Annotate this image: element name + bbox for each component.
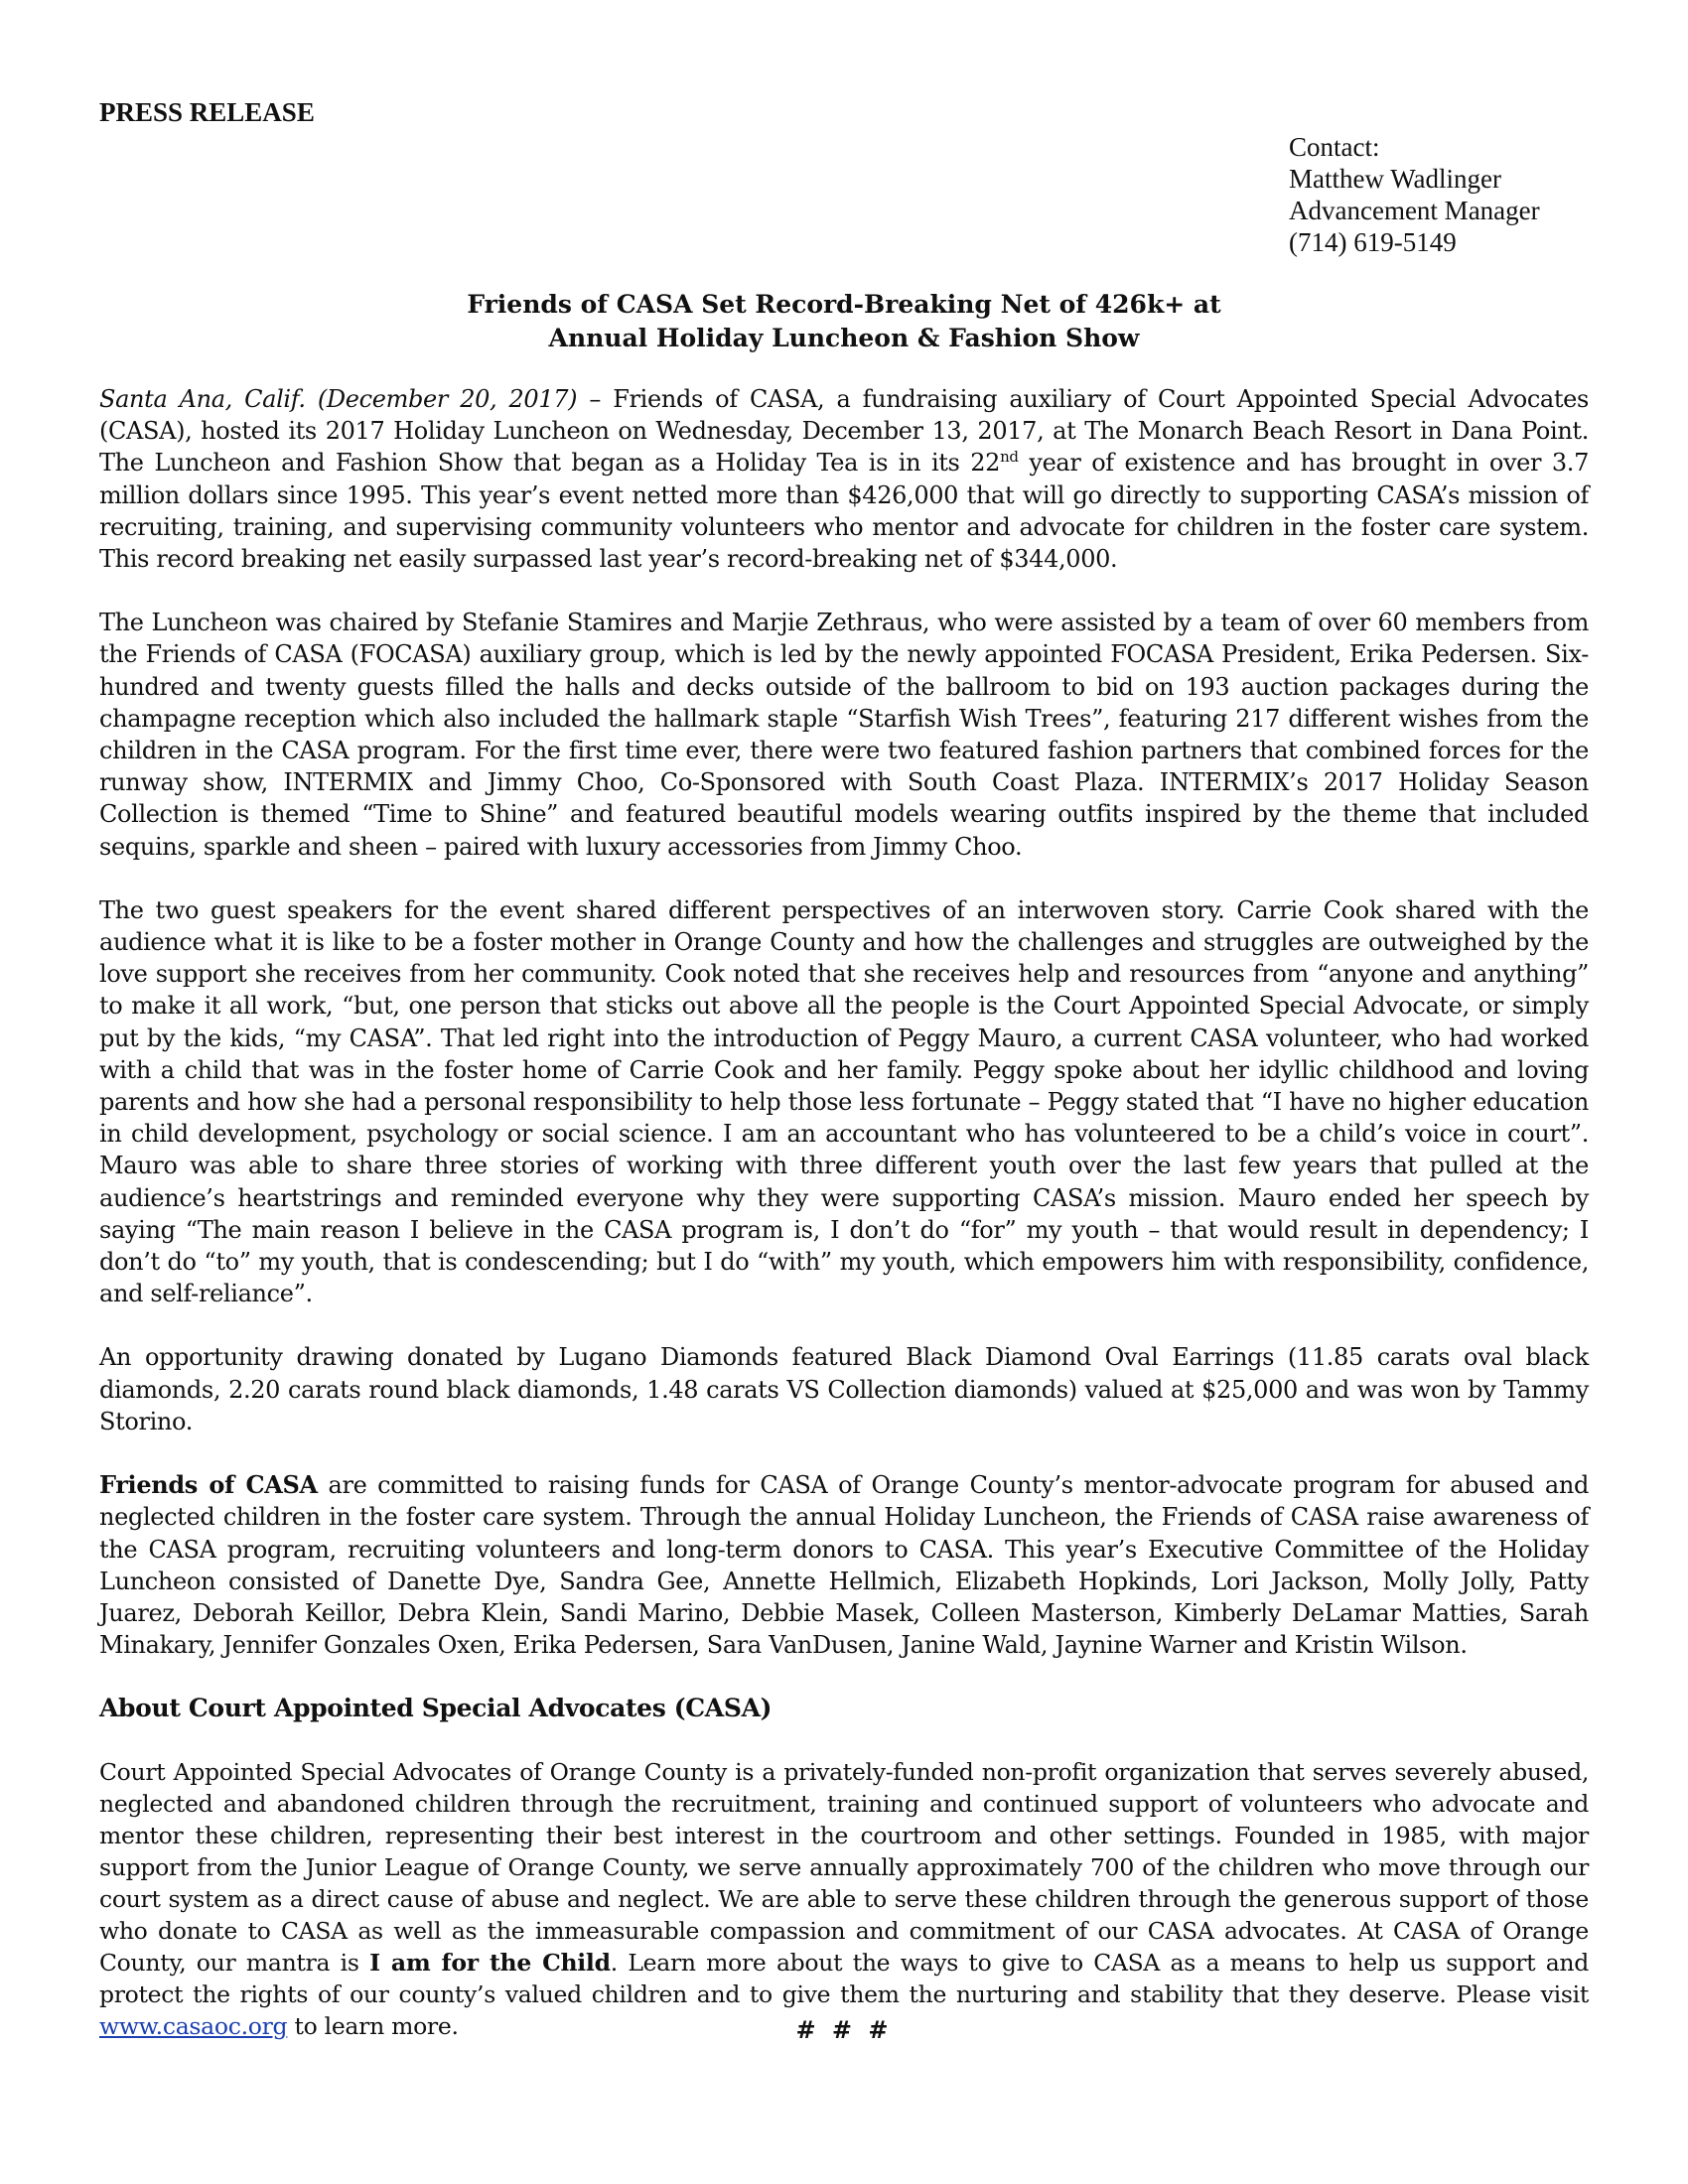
end-mark: # # # xyxy=(795,2015,893,2044)
friends-lead: Friends of CASA xyxy=(99,1470,318,1500)
headline-line-1: Friends of CASA Set Record-Breaking Net of 426k+ at xyxy=(467,290,1221,319)
website-link[interactable]: www.casaoc.org xyxy=(99,2012,288,2041)
paragraph-speakers: The two guest speakers for the event shared different perspectives of an interwoven story. Carrie Cook shared with the audience what it is like to be a foster mother in Orange County and how the challenges and struggles are outweighed by the love support she receives from her community. Cook noted that she receives help and resources from “anyone and anything” to make it all work, “but, one person that sticks out above all the people is the Court Appointed Special Advocate, or simply put by the kids, “my CASA”. That led right into the introduction of Peggy Mauro, a current CASA volunteer, who had worked with a child that was in the foster home of Carrie Cook and her family. Peggy spoke about her idyllic childhood and loving parents and how she had a personal responsibility to help those less fortunate – Peggy stated that “I have no higher education in child development, psychology or social science. I am an accountant who has volunteered to be a child’s voice in court”. Mauro was able to share three stories of working with three different youth over the last few years that pulled at the audience’s heartstrings and reminded everyone why they were supporting CASA’s mission. Mauro ended her speech by saying “The main reason I believe in the CASA program is, I don’t do “for” my youth – that would result in dependency; I don’t do “to” my youth, that is condescending; but I do “with” my youth, which empowers him with responsibility, confidence, and self-reliance”. xyxy=(99,895,1589,1308)
article-body xyxy=(99,383,1589,2074)
friends-text: are committed to raising funds for CASA of Orange County’s mentor-advocate program for abused and neglected children in the foster care system. Through the annual Holiday Luncheon, the Friends of CASA raise awareness of the CASA program, recruiting volunteers and long-term donors to CASA. This year’s Executive Committee of the Holiday Luncheon consisted of Danette Dye, Sandra Gee, Annette Hellmich, Elizabeth Hopkinds, Lori Jackson, Molly Jolly, Patty Juarez, Deborah Keillor, Debra Klein, Sandi Marino, Debbie Masek, Colleen Masterson, Kimberly DeLamar Matties, Sarah Minakary, Jennifer Gonzales Oxen, Erika Pedersen, Sara VanDusen, Janine Wald, Jaynine Warner and Kristin Wilson. xyxy=(99,1471,1589,1660)
headline-line-2: Annual Holiday Luncheon & Fashion Show xyxy=(548,324,1140,352)
paragraph-drawing: An opportunity drawing donated by Lugano Diamonds featured Black Diamond Oval Earrings (11.85 carats oval black diamonds, 2.20 carats round black diamonds, 1.48 carats VS Collection diamonds) valued at $25,000 and was won by Tammy Storino. xyxy=(99,1343,1589,1435)
dateline: Santa Ana, Calif. (December 20, 2017) xyxy=(99,385,578,413)
about-text-a: Court Appointed Special Advocates of Orange County is a privately-funded non-profit organization that serves severely abused, neglected and abandoned children through the recruitment, training and continued support of volunteers who advocate and mentor these children, representing their best interest in the courtroom and other settings. Founded in 1985, with major support from the Junior League of Orange County, we serve annually approximately 700 of the children who move through our court system as a direct cause of abuse and neglect. We are able to serve these children through the generous support of those who donate to CASA as well as the immeasurable compassion and commitment of our CASA advocates. At CASA of Orange County, our mantra is xyxy=(99,1758,1589,1978)
about-text xyxy=(99,1756,1589,2042)
press-release-label: PRESS RELEASE xyxy=(99,97,315,127)
paragraph-intro xyxy=(99,383,1589,575)
intro-text-b: year of existence and has brought in over 3.7 million dollars since 1995. This year’s event netted more than $426,000 that will go directly to supporting CASA’s mission of recruiting, training, and supervising community volunteers who mentor and advocate for children in the foster care system. This record breaking net easily surpassed last year’s record-breaking net of $344,000. xyxy=(99,449,1589,574)
mantra: I am for the Child xyxy=(369,1949,611,1978)
ordinal-suffix: nd xyxy=(1000,448,1019,467)
about-heading: About Court Appointed Special Advocates (CASA) xyxy=(99,1694,773,1723)
contact-block xyxy=(1289,131,1540,258)
about-text-b: . Learn more about the ways to give to CASA as a means to help us support and protect the rights of our county’s valued children and to give them the nurturing and stability that they deserve. Please visit xyxy=(99,1949,1589,2009)
contact-heading: Contact: xyxy=(1289,132,1380,162)
about-text-c: to learn more. xyxy=(287,2012,459,2041)
paragraph-luncheon: The Luncheon was chaired by Stefanie Stamires and Marjie Zethraus, who were assisted by a team of over 60 members from the Friends of CASA (FOCASA) auxiliary group, which is led by the newly appointed FOCASA President, Erika Pedersen. Six-hundred and twenty guests filled the halls and decks outside of the ballroom to bid on 193 auction packages during the champagne reception which also included the hallmark staple “Starfish Wish Trees”, featuring 217 different wishes from the children in the CASA program. For the first time ever, there were two featured fashion partners that combined forces for the runway show, INTERMIX and Jimmy Choo, Co-Sponsored with South Coast Plaza. INTERMIX’s 2017 Holiday Season Collection is themed “Time to Shine” and featured beautiful models wearing outfits inspired by the theme that included sequins, sparkle and sheen – paired with luxury accessories from Jimmy Choo. xyxy=(99,609,1589,861)
contact-name: Matthew Wadlinger xyxy=(1289,164,1502,194)
paragraph-friends xyxy=(99,1469,1589,1661)
intro-text-a: – Friends of CASA, a fundraising auxiliary of Court Appointed Special Advocates (CASA), hosted its 2017 Holiday Luncheon on Wednesday, December 13, 2017, at The Monarch Beach Resort in Dana Point. The Luncheon and Fashion Show that began as a Holiday Tea is in its 22 xyxy=(99,385,1589,478)
about-section xyxy=(99,1693,1589,2042)
contact-phone: (714) 619-5149 xyxy=(1289,227,1457,257)
contact-title: Advancement Manager xyxy=(1289,196,1540,225)
headline xyxy=(99,288,1589,355)
